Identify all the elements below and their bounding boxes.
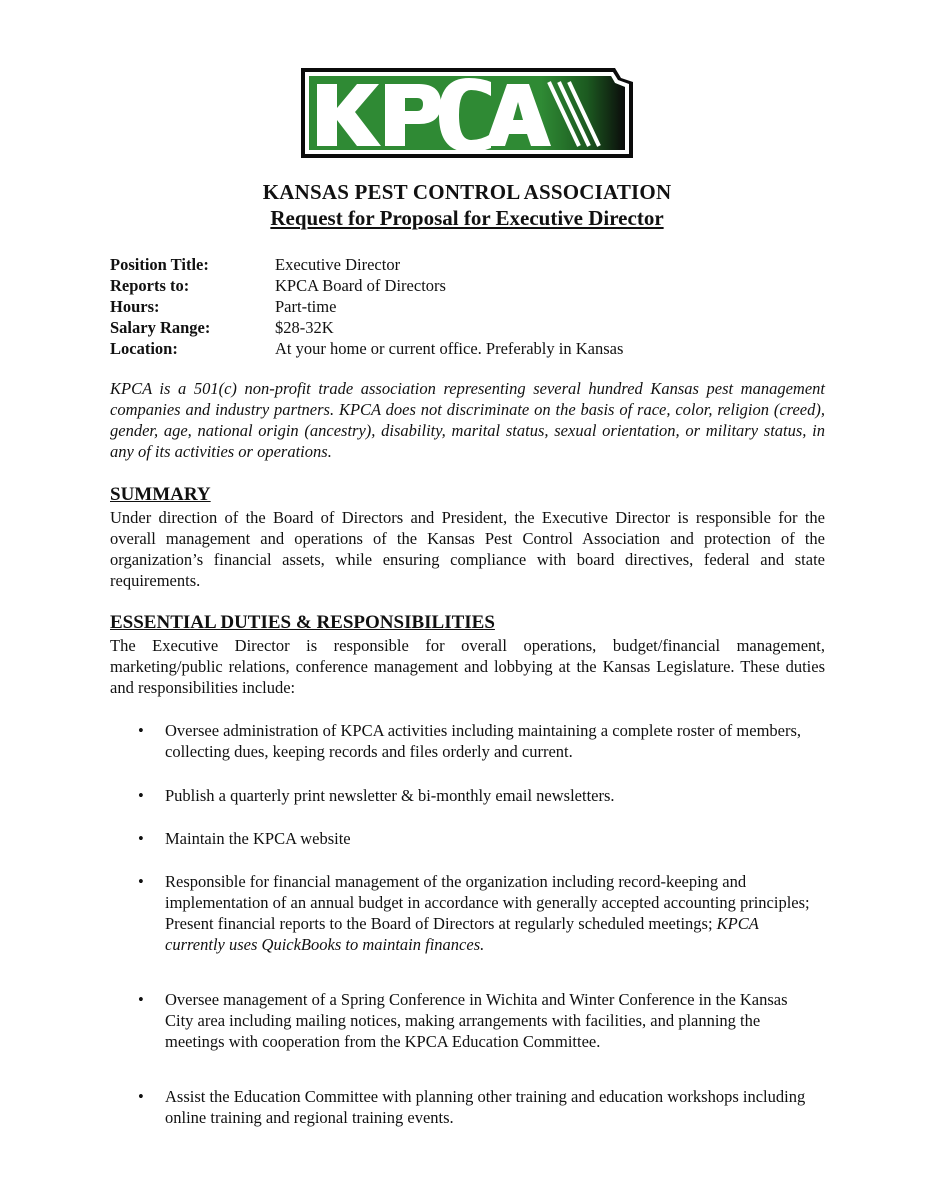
detail-row-hours xyxy=(110,296,830,317)
summary-heading: SUMMARY xyxy=(110,484,211,505)
list-item-text: Responsible for financial management of the organization including record-keeping and implementation of an annual budget in accordance with generally accepted accounting principles; Present financial reports to the Board of Directors at regularly scheduled meetings; xyxy=(165,872,810,933)
list-item-text: Oversee administration of KPCA activities including maintaining a complete roster of members, collecting dues, keeping records and files orderly and current. xyxy=(165,721,802,761)
bullet-icon: • xyxy=(138,872,144,891)
detail-label: Location: xyxy=(110,339,178,358)
detail-row-position-title xyxy=(110,254,830,275)
detail-label: Hours: xyxy=(110,297,160,316)
list-item xyxy=(138,989,810,1052)
bullet-icon: • xyxy=(138,990,144,1009)
kpca-logo xyxy=(301,68,633,158)
detail-value: KPCA Board of Directors xyxy=(275,276,446,295)
list-item-text: Publish a quarterly print newsletter & bi-monthly email newsletters. xyxy=(165,786,615,805)
bullet-icon: • xyxy=(138,786,144,805)
detail-label: Reports to: xyxy=(110,276,190,295)
list-item xyxy=(138,828,810,849)
list-item-text: Assist the Education Committee with planning other training and education workshops including online training and regional training events. xyxy=(165,1087,806,1127)
list-item-italic-note: KPCA currently uses QuickBooks to maintain finances. xyxy=(165,914,759,954)
detail-row-location xyxy=(110,338,830,359)
detail-value: Part-time xyxy=(275,297,337,316)
position-details xyxy=(110,254,830,359)
detail-row-reports-to xyxy=(110,275,830,296)
bullet-icon: • xyxy=(138,721,144,740)
document-title: Request for Proposal for Executive Director xyxy=(270,206,664,230)
duties-heading: ESSENTIAL DUTIES & RESPONSIBILITIES xyxy=(110,612,495,633)
list-item-text: Maintain the KPCA website xyxy=(165,829,351,848)
detail-value: $28-32K xyxy=(275,318,334,337)
list-item xyxy=(138,720,810,762)
list-item xyxy=(138,785,810,806)
detail-value: At your home or current office. Preferably in Kansas xyxy=(275,339,624,358)
duties-intro: The Executive Director is responsible for overall operations, budget/financial management, marketing/public relations, conference management and lobbying at the Kansas Legislature. These duties and responsibilities include: xyxy=(110,636,825,697)
summary-body: Under direction of the Board of Directors and President, the Executive Director is responsible for the overall management and operations of the Kansas Pest Control Association and protection of the organization’s financial assets, while ensuring compliance with board directives, federal and state requirements. xyxy=(110,508,825,590)
about-paragraph: KPCA is a 501(c) non-profit trade association representing several hundred Kansas pest management companies and industry partners. KPCA does not discriminate on the basis of race, color, religion (creed), gender, age, national origin (ancestry), disability, marital status, sexual orientation, or military status, in any of its activities or operations. xyxy=(110,379,825,461)
list-item-text: Oversee management of a Spring Conference in Wichita and Winter Conference in the Kansas City area including mailing notices, making arrangements with facilities, and planning the meetings with cooperation from the KPCA Education Committee. xyxy=(165,990,788,1051)
detail-row-salary-range xyxy=(110,317,830,338)
list-item xyxy=(138,1086,810,1128)
kpca-logo-graphic xyxy=(301,68,633,158)
detail-label: Salary Range: xyxy=(110,318,211,337)
bullet-icon: • xyxy=(138,829,144,848)
detail-value: Executive Director xyxy=(275,255,401,274)
bullet-icon: • xyxy=(138,1087,144,1106)
list-item xyxy=(138,871,810,955)
organization-name: KANSAS PEST CONTROL ASSOCIATION xyxy=(262,180,672,204)
list-item-text-wrapper xyxy=(165,871,810,955)
detail-label: Position Title: xyxy=(110,255,209,274)
